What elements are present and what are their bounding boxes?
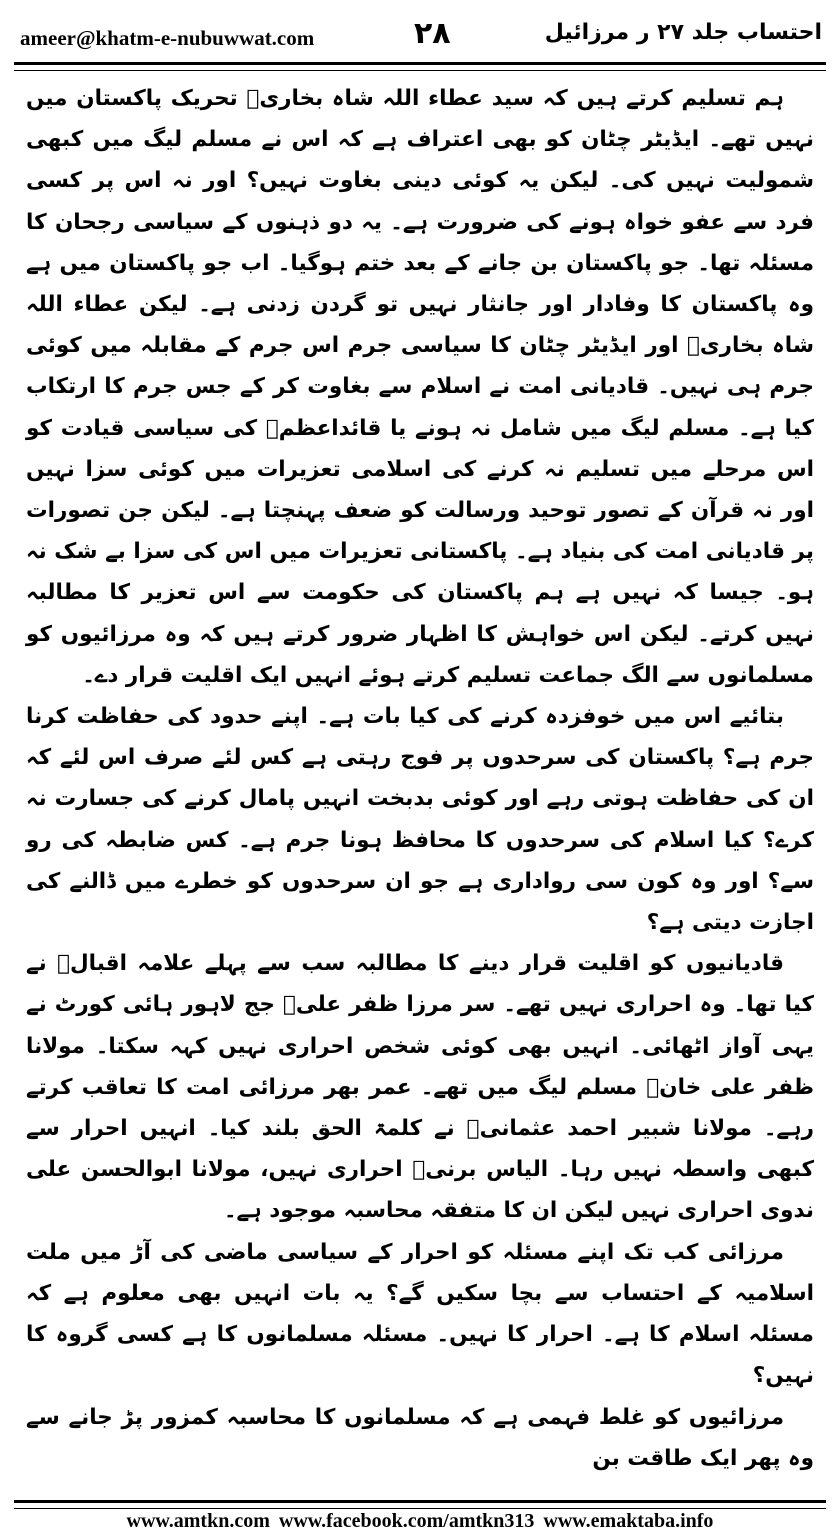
running-title: احتساب جلد ۲۷ ر مرزائیل	[544, 20, 822, 45]
paragraph-5: مرزائیوں کو غلط فہمی ہے کہ مسلمانوں کا محاسبہ کمزور پڑ جانے سے وہ پھر ایک طاقت بن	[26, 1404, 814, 1471]
footer-rule	[14, 1500, 826, 1509]
paragraph-2: بتائیے اس میں خوفزدہ کرنے کی کیا بات ہے۔ اپنے حدود کی حفاظت کرنا جرم ہے؟ پاکستان کی سرحدوں پر فوج رہتی ہے کس لئے صرف اس لئے کہ ان کی حفاظت ہوتی رہے اور کوئی بدبخت انہیں پامال کرنے کی جسارت نہ کرے؟ کیا اسلام کی سرحدوں کا محافظ ہونا جرم ہے۔ کس ضابطہ کی رو سے؟ اور وہ کون سی رواداری ہے جو ان سرحدوں کو خطرے میں ڈالنے کی اجازت دیتی ہے؟	[26, 704, 814, 936]
page-footer	[14, 1500, 826, 1536]
header-rule	[14, 62, 826, 71]
paragraph-4: مرزائی کب تک اپنے مسئلہ کو احرار کے سیاسی ماضی کی آڑ میں ملت اسلامیہ کے احتساب سے بچا سکیں گے؟ یہ بات انہیں بھی معلوم ہے کہ مسئلہ اسلام کا ہے۔ احرار کا نہیں۔ مسئلہ مسلمانوں کا ہے کسی گروہ کا نہیں؟	[26, 1239, 814, 1389]
paragraph-1: ہم تسلیم کرتے ہیں کہ سید عطاء اللہ شاہ بخاریؒ تحریک پاکستان میں نہیں تھے۔ ایڈیٹر چٹان کو بھی اعتراف ہے کہ اس نے مسلم لیگ میں کبھی شمولیت نہیں کی۔ لیکن یہ کوئی دینی بغاوت نہیں؟ اور نہ اس پر کسی فرد سے عفو خواہ ہونے کی ضرورت ہے۔ یہ دو ذہنوں کے سیاسی رجحان کا مسئلہ تھا۔ جو پاکستان بن جانے کے بعد ختم ہوگیا۔ اب جو پاکستان میں ہے وہ پاکستان کا وفادار اور جانثار نہیں تو گردن زدنی ہے۔ لیکن عطاء اللہ شاہ بخاریؒ اور ایڈیٹر چٹان کا سیاسی جرم اس جرم کے مقابلہ میں کوئی جرم ہی نہیں۔ قادیانی امت نے اسلام سے بغاوت کر کے جس جرم کا ارتکاب کیا ہے۔ مسلم لیگ میں شامل نہ ہونے یا قائداعظمؒ کی سیاسی قیادت کو اس مرحلے میں تسلیم نہ کرنے کی اسلامی تعزیرات میں کوئی سزا نہیں اور نہ قرآن کے تصور توحید ورسالت کو ضعف پہنچتا ہے۔ لیکن جن تصورات پر قادیانی امت کی بنیاد ہے۔ پاکستانی تعزیرات میں اس کی سزا بے شک نہ ہو۔ جیسا کہ نہیں ہے ہم پاکستان کی حکومت سے اس تعزیر کا مطالبہ نہیں کرتے۔ لیکن اس خواہش کا اظہار ضرور کرتے ہیں کہ وہ مرزائیوں کو مسلمانوں سے الگ جماعت تسلیم کرتے ہوئے انہیں ایک اقلیت قرار دے۔	[26, 86, 814, 688]
footer-links: www.amtkn.com www.facebook.com/amtkn313 www.emaktaba.info	[126, 1510, 714, 1532]
paragraph-3: قادیانیوں کو اقلیت قرار دینے کا مطالبہ سب سے پہلے علامہ اقبالؒ نے کیا تھا۔ وہ احراری نہیں تھے۔ سر مرزا ظفر علیؒ جج لاہور ہائی کورٹ نے یہی آواز اٹھائی۔ انہیں بھی کوئی شخص احراری نہیں کہہ سکتا۔ مولانا ظفر علی خانؒ مسلم لیگ میں تھے۔ عمر بھر مرزائی امت کا تعاقب کرتے رہے۔ مولانا شبیر احمد عثمانیؒ نے کلمۃ الحق بلند کیا۔ انہیں احرار سے کبھی واسطہ نہیں رہا۔ الیاس برنیؒ احراری نہیں، مولانا ابوالحسن علی ندوی احراری نہیں لیکن ان کا متفقہ محاسبہ موجود ہے۔	[26, 951, 814, 1224]
page-header	[14, 14, 826, 58]
page-number: ۲۸	[414, 16, 451, 51]
page-body	[26, 78, 814, 1478]
header-email: ameer@khatm-e-nubuwwat.com	[20, 26, 315, 50]
